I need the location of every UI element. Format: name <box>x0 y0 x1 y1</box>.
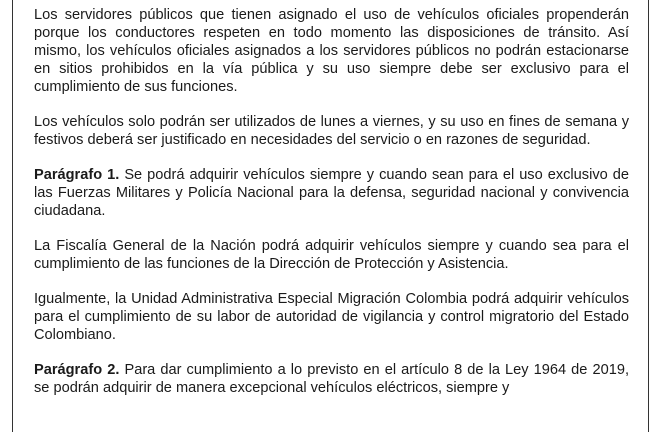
paragraph-text: Se podrá adquirir vehículos siempre y cuando sean para el uso exclusivo de las Fuerzas Militares y Policía Nacional para la defensa, seguridad nacional y convivencia ciudadana. <box>34 167 629 219</box>
paragraph-fiscalia <box>34 237 629 273</box>
document-body <box>34 6 629 414</box>
paragraph-paragrafo-1 <box>34 166 629 220</box>
paragraph-text: Los vehículos solo podrán ser utilizados de lunes a viernes, y su uso en fines de semana y festivos deberá ser justificado en necesidades del servicio o en razones de seguridad. <box>34 114 629 148</box>
paragraph-dias-uso <box>34 113 629 149</box>
paragraph-text: La Fiscalía General de la Nación podrá adquirir vehículos siempre y cuando sea para el cumplimiento de las funciones de la Dirección de Protección y Asistencia. <box>34 238 629 272</box>
paragraph-text: Igualmente, la Unidad Administrativa Especial Migración Colombia podrá adquirir vehículos para el cumplimiento de su labor de autoridad de vigilancia y control migratorio del Estado Colombiano. <box>34 291 629 343</box>
paragraph-label: Parágrafo 1. <box>34 167 120 183</box>
paragraph-vehiculos-oficiales <box>34 6 629 96</box>
paragraph-label: Parágrafo 2. <box>34 362 120 378</box>
document-page <box>12 0 649 432</box>
paragraph-migracion <box>34 290 629 344</box>
paragraph-text: Los servidores públicos que tienen asignado el uso de vehículos oficiales propenderán porque los conductores respeten en todo momento las disposiciones de tránsito. Así mismo, los vehículos oficiales asignados a los servidores públicos no podrán estacionarse en sitios prohibidos en la vía pública y su uso siempre debe ser exclusivo para el cumplimiento de sus funciones. <box>34 7 629 95</box>
paragraph-text: Para dar cumplimiento a lo previsto en el artículo 8 de la Ley 1964 de 2019, se podrán adquirir de manera excepcional vehículos eléctricos, siempre y <box>34 362 630 396</box>
paragraph-paragrafo-2 <box>34 361 629 397</box>
